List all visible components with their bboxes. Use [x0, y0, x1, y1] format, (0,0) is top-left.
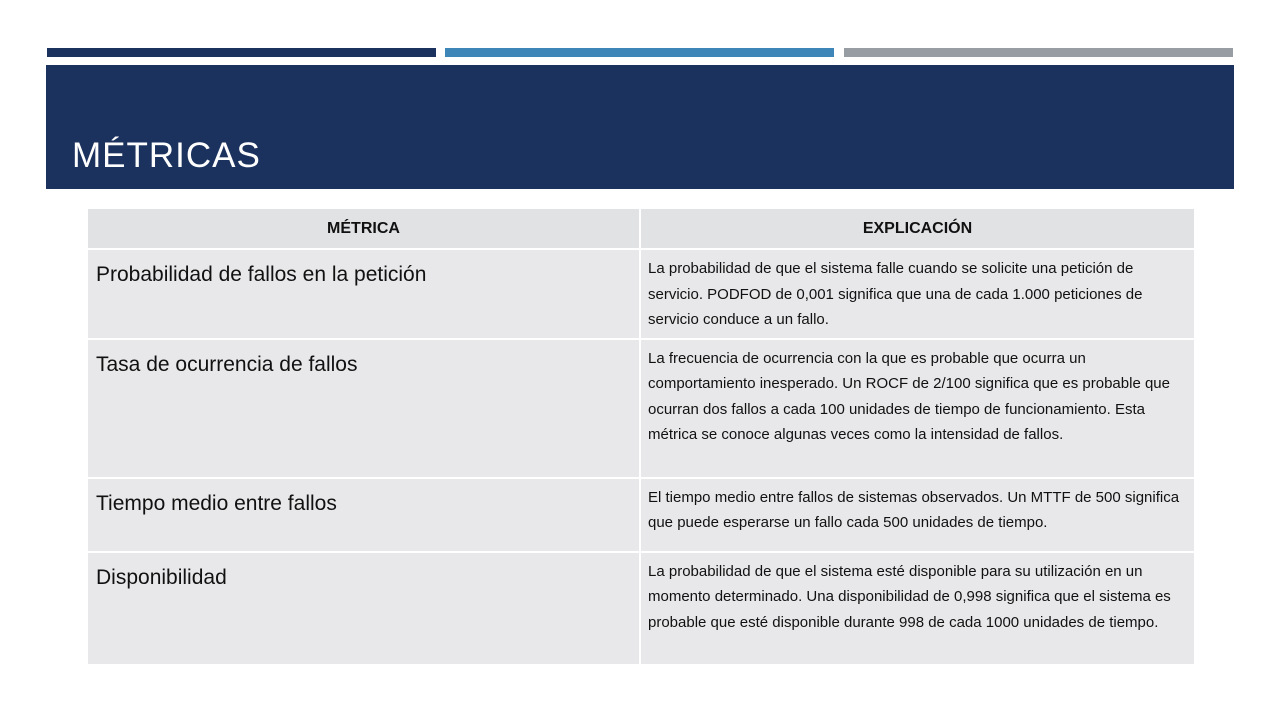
top-stripe-blue	[445, 48, 834, 57]
metric-explanation: La probabilidad de que el sistema falle cuando se solicite una petición de servicio. PODFOD de 0,001 significa que una de cada 1.000 peticiones de servicio conduce a un fallo.	[640, 249, 1195, 339]
metric-explanation: La probabilidad de que el sistema esté disponible para su utilización en un momento determinado. Una disponibilidad de 0,998 significa que el sistema es probable que esté disponible durante 998 de cada 1000 unidades de tiempo.	[640, 552, 1195, 665]
table-header-row	[88, 209, 1195, 249]
header-explicacion: EXPLICACIÓN	[640, 209, 1195, 249]
table-row	[88, 249, 1195, 339]
metric-explanation: El tiempo medio entre fallos de sistemas observados. Un MTTF de 500 significa que puede esperarse un fallo cada 500 unidades de tiempo.	[640, 478, 1195, 552]
metric-name: Probabilidad de fallos en la petición	[88, 249, 640, 339]
slide-title: MÉTRICAS	[72, 136, 261, 175]
table-row	[88, 339, 1195, 478]
metric-name: Tiempo medio entre fallos	[88, 478, 640, 552]
top-stripe-dark	[47, 48, 436, 57]
table-row	[88, 478, 1195, 552]
metric-explanation: La frecuencia de ocurrencia con la que es probable que ocurra un comportamiento inesperado. Un ROCF de 2/100 significa que es probable que ocurran dos fallos a cada 100 unidades de tiempo de funcionamiento. Esta métrica se conoce algunas veces como la intensidad de fallos.	[640, 339, 1195, 478]
top-stripe-gray	[844, 48, 1233, 57]
table-row	[88, 552, 1195, 665]
metric-name: Disponibilidad	[88, 552, 640, 665]
metric-name: Tasa de ocurrencia de fallos	[88, 339, 640, 478]
header-metrica: MÉTRICA	[88, 209, 640, 249]
metrics-table	[88, 209, 1196, 666]
